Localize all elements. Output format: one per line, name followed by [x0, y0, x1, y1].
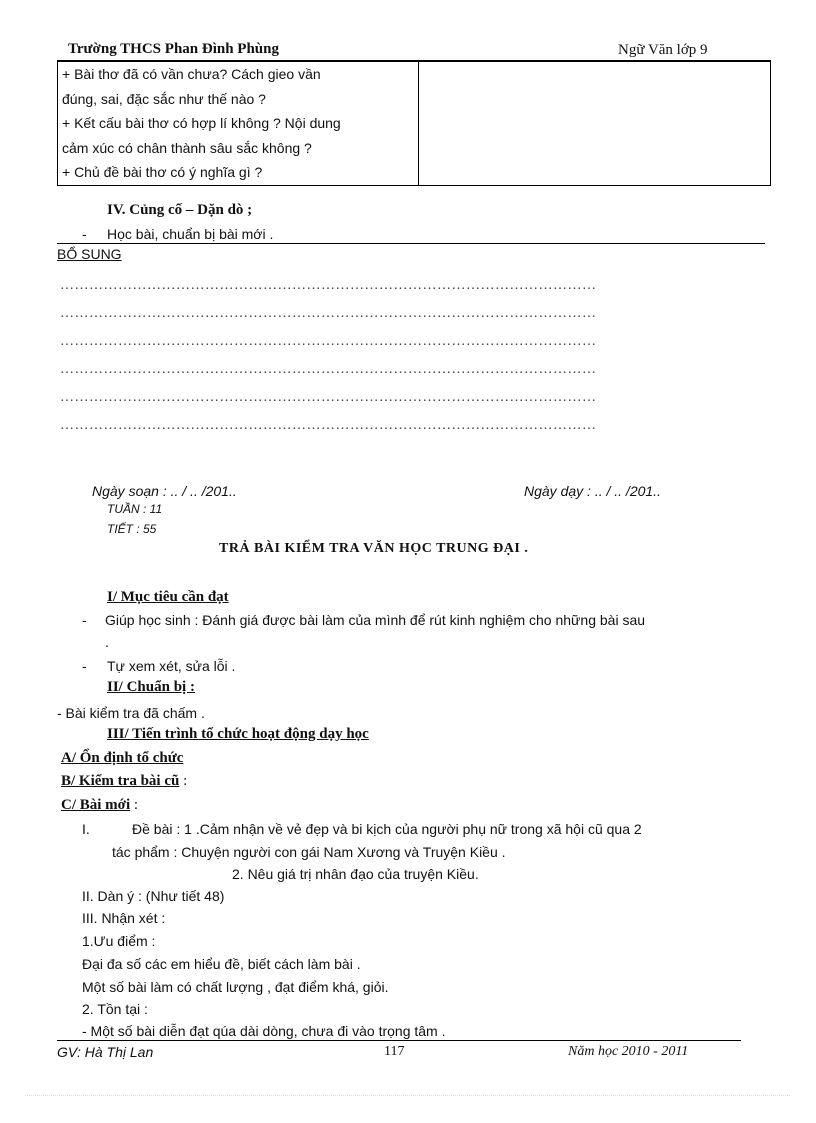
ngay-day: Ngày dạy : .. / .. /201.. [524, 483, 661, 499]
footer-rule [57, 1040, 741, 1041]
objective-bullet: - [82, 612, 87, 628]
supplement-dot-line: ………………………………………………………………………………………………… [60, 334, 597, 349]
review-table [57, 61, 771, 186]
tiet-label: TIẾT : 55 [107, 522, 157, 536]
lesson-title: TRẢ BÀI KIỂM TRA VĂN HỌC TRUNG ĐẠI . [219, 541, 529, 556]
review-criteria-cell [58, 62, 419, 186]
step-c [61, 797, 138, 814]
page-number: 117 [384, 1044, 405, 1059]
supplement-dot-line: ………………………………………………………………………………………………… [60, 390, 597, 405]
step-c-colon: : [130, 797, 139, 813]
ngay-soan: Ngày soạn : .. / .. /201.. [92, 483, 237, 499]
step-b-title: B/ Kiểm tra bài cũ [61, 773, 180, 789]
de-bai-line: tác phẩm : Chuyện người con gái Nam Xương và Truyện Kiều . [112, 844, 506, 860]
supplement-dot-line: ………………………………………………………………………………………………… [60, 418, 597, 433]
criteria-line: đúng, sai, đặc sắc như thế nào ? [62, 90, 266, 107]
step-b [61, 773, 187, 790]
section-iv-item: Học bài, chuẩn bị bài mới . [107, 226, 274, 242]
objective-item: Giúp học sinh : Đánh giá được bài làm của mình để rút kinh nghiệm cho những bài sau [105, 612, 646, 628]
ton-tai-item: - Một số bài diễn đạt qúa dài dòng, chưa đi vào trọng tâm . [82, 1023, 446, 1039]
de-bai-line: 2. Nêu giá trị nhân đạo của truyện Kiều. [232, 866, 479, 882]
preparation-item: - Bài kiểm tra đã chấm . [57, 705, 205, 721]
school-name: Trường THCS Phan Đình Phùng [68, 41, 279, 57]
process-title: III/ Tiến trình tổ chức hoạt động dạy học [107, 726, 369, 742]
uu-diem-item: Đại đa số các em hiểu đề, biết cách làm bài . [82, 956, 361, 972]
uu-diem: 1.Ưu điểm : [82, 933, 156, 949]
supplement-dot-line: ………………………………………………………………………………………………… [60, 306, 597, 321]
objectives-title: I/ Mục tiêu cần đạt [107, 589, 229, 605]
supplement-title: BỔ SUNG [57, 246, 122, 262]
teacher-name: GV: Hà Thị Lan [57, 1044, 154, 1060]
objective-item: Tự xem xét, sửa lỗi . [107, 658, 236, 674]
step-a-title: A/ Ổn định tổ chức [61, 750, 184, 766]
tuan-label: TUẦN : 11 [107, 502, 163, 516]
supplement-dot-line: ………………………………………………………………………………………………… [60, 278, 597, 293]
page-bottom-divider [25, 1095, 790, 1096]
criteria-line: + Chủ đề bài thơ có ý nghĩa gì ? [62, 164, 263, 180]
criteria-line: cảm xúc có chân thành sâu sắc không ? [62, 139, 312, 156]
section-iv-title: IV. Củng cố – Dặn dò ; [107, 202, 253, 218]
section-iv-bullet: - [82, 226, 87, 242]
review-empty-cell [419, 62, 771, 186]
objective-item-continuation: . [105, 634, 109, 650]
roman-numeral-i: I. [82, 821, 90, 837]
section-iv-rule [57, 243, 765, 244]
objective-bullet: - [82, 658, 87, 674]
uu-diem-item: Một số bài làm có chất lượng , đạt điểm khá, giỏi. [82, 979, 389, 995]
preparation-title: II/ Chuẩn bị : [107, 679, 195, 695]
nhan-xet: III. Nhận xét : [82, 910, 166, 926]
school-year: Năm học 2010 - 2011 [568, 1044, 689, 1059]
ton-tai: 2. Tồn tại : [82, 1001, 148, 1017]
criteria-line: + Bài thơ đã có vần chưa? Cách gieo vần [62, 66, 321, 82]
dan-y: II. Dàn ý : (Như tiết 48) [82, 888, 225, 904]
de-bai-line: Đề bài : 1 .Cảm nhận về vẻ đẹp và bi kịch của người phụ nữ trong xã hội cũ qua 2 [132, 821, 642, 837]
subject-label: Ngữ Văn lớp 9 [618, 42, 708, 58]
step-b-colon: : [179, 773, 188, 789]
step-c-title: C/ Bài mới [61, 797, 131, 813]
criteria-line: + Kết cấu bài thơ có hợp lí không ? Nội dung [62, 115, 341, 131]
supplement-dot-line: ………………………………………………………………………………………………… [60, 362, 597, 377]
